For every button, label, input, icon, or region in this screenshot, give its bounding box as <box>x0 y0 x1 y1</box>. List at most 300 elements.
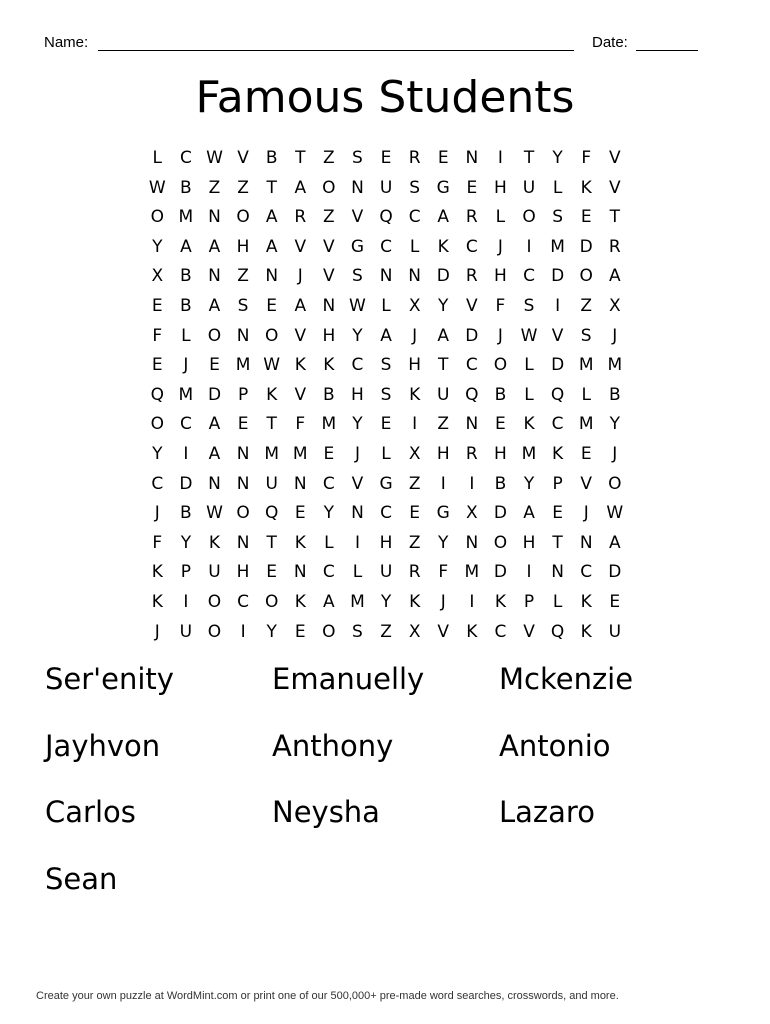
grid-cell[interactable]: V <box>323 266 335 287</box>
grid-cell[interactable]: H <box>236 562 250 583</box>
grid-cell[interactable]: C <box>151 473 164 494</box>
grid-cell[interactable]: C <box>322 562 335 583</box>
grid-cell[interactable]: L <box>495 207 506 228</box>
grid-cell[interactable]: E <box>209 355 220 376</box>
grid-cell[interactable]: C <box>179 148 192 168</box>
grid-cell[interactable]: V <box>437 621 450 642</box>
grid-cell[interactable]: K <box>580 177 592 198</box>
grid-cell[interactable]: H <box>494 266 507 287</box>
grid-cell[interactable]: N <box>236 532 250 553</box>
grid-cell[interactable]: W <box>206 148 223 168</box>
grid-cell[interactable]: Q <box>264 503 279 524</box>
grid-cell[interactable]: D <box>551 266 565 287</box>
grid-cell[interactable]: I <box>240 621 246 642</box>
grid-cell[interactable]: U <box>379 562 393 583</box>
grid-cell[interactable]: P <box>180 562 192 583</box>
grid-cell[interactable]: P <box>523 591 535 612</box>
grid-cell[interactable]: C <box>551 414 564 435</box>
grid-cell[interactable]: M <box>578 414 594 435</box>
grid-cell[interactable]: S <box>352 266 363 287</box>
grid-cell[interactable]: K <box>266 384 278 405</box>
grid-cell[interactable]: K <box>437 236 449 257</box>
grid-cell[interactable]: E <box>495 414 506 435</box>
grid-cell[interactable]: D <box>436 266 450 287</box>
grid-cell[interactable]: A <box>208 443 221 464</box>
grid-cell[interactable]: E <box>266 295 278 316</box>
grid-cell[interactable]: F <box>495 295 506 316</box>
grid-cell[interactable]: L <box>524 355 534 376</box>
grid-cell[interactable]: H <box>494 177 507 198</box>
grid-cell[interactable]: J <box>412 325 418 346</box>
word-list-item: Mckenzie <box>499 662 634 696</box>
grid-cell[interactable]: Y <box>438 532 449 553</box>
grid-cell[interactable]: J <box>583 503 589 524</box>
grid-cell[interactable]: E <box>580 443 592 464</box>
grid-cell[interactable]: A <box>180 236 192 257</box>
grid-cell[interactable]: N <box>322 295 336 316</box>
grid-cell[interactable]: R <box>465 443 478 464</box>
grid-cell[interactable]: R <box>608 236 621 257</box>
grid-cell[interactable]: A <box>208 236 221 257</box>
date-field[interactable] <box>636 50 698 51</box>
grid-cell[interactable]: K <box>323 355 335 376</box>
grid-cell[interactable]: J <box>154 503 160 524</box>
grid-cell[interactable]: V <box>351 207 364 228</box>
grid-cell[interactable]: H <box>236 236 250 257</box>
word-list-item: Anthony <box>272 728 394 763</box>
grid-cell[interactable]: O <box>522 207 536 228</box>
grid-cell[interactable]: V <box>294 384 307 405</box>
grid-cell[interactable]: N <box>379 266 393 287</box>
grid-cell[interactable]: B <box>608 384 621 405</box>
grid-cell[interactable]: F <box>295 414 306 435</box>
grid-cell[interactable]: S <box>523 295 535 316</box>
grid-cell[interactable]: K <box>294 355 306 376</box>
grid-cell[interactable]: B <box>180 266 192 287</box>
grid-cell[interactable]: N <box>293 562 307 583</box>
grid-cell[interactable]: K <box>409 384 421 405</box>
grid-cell[interactable]: R <box>408 562 421 583</box>
grid-cell[interactable]: O <box>579 266 593 287</box>
grid-cell[interactable]: T <box>266 177 277 198</box>
grid-cell[interactable]: N <box>236 325 250 346</box>
grid-cell[interactable]: J <box>154 621 160 642</box>
grid-cell[interactable]: L <box>181 325 191 346</box>
grid-cell[interactable]: O <box>150 207 164 228</box>
grid-cell[interactable]: O <box>493 355 508 376</box>
grid-cell[interactable]: C <box>351 355 364 376</box>
grid-cell[interactable]: I <box>354 532 360 553</box>
grid-cell[interactable]: Y <box>152 443 163 464</box>
grid-cell[interactable]: Y <box>152 236 163 257</box>
grid-cell[interactable]: S <box>352 621 363 642</box>
word-list-item: Lazaro <box>499 795 595 829</box>
grid-cell[interactable]: L <box>552 177 563 198</box>
word-list-item: Neysha <box>272 795 380 829</box>
grid-cell[interactable]: Y <box>352 325 363 346</box>
grid-cell[interactable]: G <box>436 503 450 524</box>
grid-cell[interactable]: B <box>180 295 192 316</box>
grid-cell[interactable]: O <box>322 621 336 642</box>
grid-cell[interactable]: O <box>608 473 622 494</box>
grid-cell[interactable]: K <box>208 532 221 553</box>
grid-cell[interactable]: F <box>438 562 449 583</box>
grid-cell[interactable]: V <box>237 148 249 168</box>
grid-cell[interactable]: N <box>579 532 593 553</box>
grid-cell[interactable]: X <box>466 503 478 524</box>
grid-cell[interactable]: E <box>237 414 249 435</box>
grid-cell[interactable]: Z <box>323 207 335 228</box>
grid-cell[interactable]: O <box>236 503 250 524</box>
grid-cell[interactable]: V <box>523 621 535 642</box>
grid-cell[interactable]: P <box>552 473 563 494</box>
letter-grid <box>143 144 629 647</box>
grid-cell[interactable]: A <box>523 503 535 524</box>
grid-cell[interactable]: S <box>580 325 592 346</box>
grid-cell[interactable]: B <box>265 148 278 168</box>
grid-cell[interactable]: A <box>265 207 278 228</box>
grid-cell[interactable]: N <box>293 473 307 494</box>
grid-cell[interactable]: I <box>412 414 418 435</box>
grid-cell[interactable]: Z <box>380 621 392 642</box>
grid-cell[interactable]: J <box>354 443 360 464</box>
grid-cell[interactable]: N <box>208 207 221 228</box>
grid-cell[interactable]: W <box>520 325 538 346</box>
grid-cell[interactable]: M <box>321 414 337 435</box>
grid-cell[interactable]: X <box>408 295 421 316</box>
grid-cell[interactable]: W <box>606 503 624 524</box>
grid-cell[interactable]: Q <box>150 384 164 405</box>
grid-cell[interactable]: C <box>494 621 507 642</box>
grid-cell[interactable]: G <box>436 177 450 198</box>
grid-cell[interactable]: O <box>150 414 164 435</box>
word-list-item: Antonio <box>499 728 611 763</box>
grid-cell[interactable]: L <box>152 148 163 168</box>
grid-cell[interactable]: D <box>179 473 193 494</box>
grid-cell[interactable]: C <box>523 266 535 287</box>
grid-cell[interactable]: B <box>323 384 335 405</box>
grid-cell[interactable]: V <box>466 295 478 316</box>
grid-cell[interactable]: O <box>207 621 222 642</box>
grid-cell[interactable]: M <box>578 355 594 376</box>
grid-cell[interactable]: D <box>207 384 222 405</box>
grid-cell[interactable]: A <box>208 295 221 316</box>
grid-cell[interactable]: Q <box>465 384 479 405</box>
grid-cell[interactable]: H <box>408 355 422 376</box>
grid-cell[interactable]: O <box>322 177 336 198</box>
grid-cell[interactable]: H <box>494 443 507 464</box>
grid-cell[interactable]: A <box>294 295 307 316</box>
grid-cell[interactable]: X <box>408 621 421 642</box>
grid-cell[interactable]: Z <box>408 473 421 494</box>
grid-cell[interactable]: E <box>609 591 621 612</box>
grid-cell[interactable]: L <box>581 384 591 405</box>
grid-cell[interactable]: J <box>297 266 303 287</box>
grid-cell[interactable]: C <box>580 562 593 583</box>
grid-cell[interactable]: Z <box>237 177 249 198</box>
grid-cell[interactable]: I <box>183 591 189 612</box>
grid-cell[interactable]: N <box>465 532 479 553</box>
grid-cell[interactable]: D <box>579 236 593 257</box>
grid-cell[interactable]: D <box>465 325 479 346</box>
grid-cell[interactable]: W <box>148 177 166 198</box>
grid-cell[interactable]: I <box>497 148 503 168</box>
grid-cell[interactable]: K <box>409 591 421 612</box>
grid-cell[interactable]: K <box>580 621 592 642</box>
grid-cell[interactable]: N <box>208 473 221 494</box>
grid-cell[interactable]: A <box>608 532 621 553</box>
grid-cell[interactable]: V <box>608 177 621 198</box>
grid-cell[interactable]: E <box>294 621 306 642</box>
grid-cell[interactable]: G <box>379 473 393 494</box>
grid-cell[interactable]: I <box>440 473 446 494</box>
grid-cell[interactable]: M <box>178 384 194 405</box>
grid-cell[interactable]: S <box>380 355 392 376</box>
grid-cell[interactable]: B <box>180 177 192 198</box>
grid-cell[interactable]: A <box>608 266 621 287</box>
grid-cell[interactable]: Y <box>380 591 392 612</box>
grid-cell[interactable]: M <box>607 355 623 376</box>
grid-cell[interactable]: A <box>380 325 392 346</box>
grid-cell[interactable]: R <box>294 207 307 228</box>
grid-cell[interactable]: O <box>264 325 279 346</box>
grid-cell[interactable]: Z <box>323 148 335 168</box>
grid-cell[interactable]: L <box>324 532 334 553</box>
grid-cell[interactable]: V <box>580 473 593 494</box>
grid-cell[interactable]: V <box>294 236 307 257</box>
grid-cell[interactable]: I <box>526 562 532 583</box>
grid-cell[interactable]: O <box>207 591 222 612</box>
grid-cell[interactable]: S <box>409 177 421 198</box>
grid-cell[interactable]: F <box>152 325 163 346</box>
grid-cell[interactable]: A <box>437 325 450 346</box>
grid-cell[interactable]: L <box>524 384 534 405</box>
grid-cell[interactable]: K <box>580 591 592 612</box>
grid-cell[interactable]: Y <box>266 621 277 642</box>
grid-cell[interactable]: R <box>408 148 421 168</box>
grid-cell[interactable]: R <box>465 207 478 228</box>
grid-cell[interactable]: K <box>294 591 306 612</box>
grid-cell[interactable]: A <box>208 414 221 435</box>
grid-cell[interactable]: P <box>237 384 249 405</box>
grid-cell[interactable]: N <box>465 414 479 435</box>
page-title: Famous Students <box>195 72 575 123</box>
grid-cell[interactable]: Y <box>180 532 192 553</box>
grid-cell[interactable]: U <box>437 384 450 405</box>
grid-cell[interactable]: S <box>352 148 363 168</box>
grid-cell[interactable]: C <box>322 473 335 494</box>
grid-cell[interactable]: O <box>264 591 279 612</box>
grid-cell[interactable]: W <box>263 355 281 376</box>
grid-cell[interactable]: C <box>465 355 478 376</box>
grid-cell[interactable]: N <box>465 148 479 168</box>
grid-cell[interactable]: Y <box>438 295 449 316</box>
grid-cell[interactable]: T <box>523 148 535 168</box>
grid-cell[interactable]: H <box>522 532 536 553</box>
grid-cell[interactable]: U <box>522 177 536 198</box>
grid-cell[interactable]: J <box>440 591 446 612</box>
grid-cell[interactable]: O <box>207 325 222 346</box>
grid-cell[interactable]: C <box>380 503 392 524</box>
grid-cell[interactable]: B <box>494 473 507 494</box>
grid-cell[interactable]: E <box>380 414 392 435</box>
grid-cell[interactable]: S <box>552 207 563 228</box>
grid-cell[interactable]: A <box>323 591 335 612</box>
grid-cell[interactable]: J <box>612 443 618 464</box>
grid-cell[interactable]: T <box>609 207 620 228</box>
grid-cell[interactable]: C <box>380 236 392 257</box>
grid-cell[interactable]: R <box>465 266 478 287</box>
grid-cell[interactable]: U <box>179 621 193 642</box>
grid-cell[interactable]: M <box>521 443 537 464</box>
grid-cell[interactable]: Z <box>437 414 450 435</box>
grid-cell[interactable]: Y <box>323 503 335 524</box>
grid-cell[interactable]: Z <box>408 532 421 553</box>
grid-cell[interactable]: I <box>183 443 189 464</box>
grid-cell[interactable]: C <box>408 207 421 228</box>
grid-cell[interactable]: M <box>235 355 251 376</box>
grid-cell[interactable]: X <box>408 443 421 464</box>
grid-cell[interactable]: C <box>465 236 478 257</box>
grid-cell[interactable]: D <box>493 562 507 583</box>
grid-cell[interactable]: F <box>152 532 163 553</box>
grid-cell[interactable]: N <box>408 266 421 287</box>
grid-cell[interactable]: E <box>294 503 306 524</box>
grid-cell[interactable]: E <box>380 148 392 168</box>
grid-cell[interactable]: L <box>409 236 420 257</box>
grid-cell[interactable]: M <box>264 443 279 464</box>
grid-cell[interactable]: T <box>438 355 449 376</box>
grid-cell[interactable]: E <box>437 148 449 168</box>
grid-cell[interactable]: N <box>208 266 221 287</box>
grid-cell[interactable]: L <box>552 591 563 612</box>
grid-cell[interactable]: I <box>469 591 475 612</box>
grid-cell[interactable]: K <box>466 621 478 642</box>
grid-cell[interactable]: Z <box>580 295 593 316</box>
grid-cell[interactable]: J <box>183 355 189 376</box>
grid-cell[interactable]: H <box>351 384 364 405</box>
grid-cell[interactable]: K <box>151 591 163 612</box>
grid-cell[interactable]: K <box>494 591 506 612</box>
grid-cell[interactable]: D <box>551 355 565 376</box>
grid-cell[interactable]: K <box>294 532 306 553</box>
grid-cell[interactable]: E <box>323 443 335 464</box>
grid-cell[interactable]: M <box>292 443 308 464</box>
grid-cell[interactable]: A <box>265 236 278 257</box>
grid-cell[interactable]: J <box>612 325 618 346</box>
grid-cell[interactable]: T <box>266 532 277 553</box>
grid-cell[interactable]: J <box>497 325 503 346</box>
grid-cell[interactable]: N <box>351 503 364 524</box>
grid-cell[interactable]: Z <box>237 266 249 287</box>
grid-cell[interactable]: I <box>469 473 475 494</box>
grid-cell[interactable]: K <box>552 443 564 464</box>
grid-cell[interactable]: H <box>322 325 336 346</box>
grid-cell[interactable]: E <box>409 503 421 524</box>
grid-cell[interactable]: V <box>351 473 364 494</box>
grid-cell[interactable]: F <box>581 148 592 168</box>
grid-cell[interactable]: E <box>266 562 278 583</box>
grid-cell[interactable]: Y <box>552 148 563 168</box>
grid-cell[interactable]: I <box>555 295 561 316</box>
grid-cell[interactable]: L <box>381 295 391 316</box>
grid-cell[interactable]: M <box>178 207 194 228</box>
grid-cell[interactable]: T <box>552 532 563 553</box>
grid-cell[interactable]: N <box>551 562 564 583</box>
grid-cell[interactable]: N <box>351 177 364 198</box>
grid-cell[interactable]: K <box>523 414 535 435</box>
grid-cell[interactable]: E <box>552 503 563 524</box>
grid-cell[interactable]: G <box>350 236 365 257</box>
grid-cell[interactable]: U <box>208 562 221 583</box>
grid-cell[interactable]: C <box>179 414 192 435</box>
grid-cell[interactable]: N <box>236 473 250 494</box>
grid-cell[interactable]: N <box>236 443 250 464</box>
grid-cell[interactable]: U <box>379 177 393 198</box>
grid-cell[interactable]: T <box>295 148 306 168</box>
grid-cell[interactable]: U <box>265 473 278 494</box>
grid-cell[interactable]: X <box>608 295 621 316</box>
grid-cell[interactable]: L <box>381 443 391 464</box>
grid-cell[interactable]: Y <box>352 414 363 435</box>
grid-cell[interactable]: B <box>180 503 192 524</box>
grid-cell[interactable]: W <box>206 503 223 524</box>
grid-cell[interactable]: H <box>379 532 393 553</box>
word-list-item: Ser'enity <box>45 662 174 696</box>
name-field[interactable] <box>98 50 574 51</box>
grid-cell[interactable]: Q <box>550 621 565 642</box>
grid-cell[interactable]: U <box>608 621 622 642</box>
grid-cell[interactable]: N <box>265 266 279 287</box>
grid-cell[interactable]: H <box>436 443 450 464</box>
grid-cell[interactable]: Z <box>208 177 221 198</box>
grid-cell[interactable]: E <box>466 177 478 198</box>
grid-cell[interactable]: V <box>323 236 335 257</box>
grid-cell[interactable]: V <box>551 325 564 346</box>
grid-cell[interactable]: I <box>526 236 532 257</box>
grid-cell[interactable]: M <box>464 562 480 583</box>
grid-cell[interactable]: T <box>266 414 277 435</box>
grid-cell[interactable]: K <box>151 562 163 583</box>
grid-cell[interactable]: V <box>608 148 621 168</box>
grid-cell[interactable]: E <box>151 295 163 316</box>
grid-cell[interactable]: V <box>294 325 307 346</box>
grid-cell[interactable]: M <box>350 591 365 612</box>
grid-cell[interactable]: Y <box>609 414 620 435</box>
grid-cell[interactable]: L <box>352 562 363 583</box>
grid-cell[interactable]: D <box>608 562 622 583</box>
grid-cell[interactable]: Q <box>550 384 565 405</box>
grid-cell[interactable]: S <box>380 384 392 405</box>
grid-cell[interactable]: S <box>237 295 249 316</box>
grid-cell[interactable]: A <box>437 207 450 228</box>
grid-cell[interactable]: M <box>550 236 565 257</box>
grid-cell[interactable]: B <box>494 384 507 405</box>
grid-cell[interactable]: A <box>294 177 307 198</box>
grid-cell[interactable]: Q <box>379 207 393 228</box>
grid-cell[interactable]: O <box>493 532 508 553</box>
grid-cell[interactable]: W <box>349 295 366 316</box>
grid-cell[interactable]: C <box>237 591 250 612</box>
grid-cell[interactable]: X <box>151 266 164 287</box>
grid-cell[interactable]: J <box>497 236 503 257</box>
grid-cell[interactable]: E <box>151 355 163 376</box>
date-label: Date: <box>592 34 628 51</box>
grid-cell[interactable]: D <box>493 503 507 524</box>
grid-cell[interactable]: E <box>580 207 592 228</box>
grid-cell[interactable]: O <box>236 207 250 228</box>
grid-cell[interactable]: Y <box>523 473 535 494</box>
